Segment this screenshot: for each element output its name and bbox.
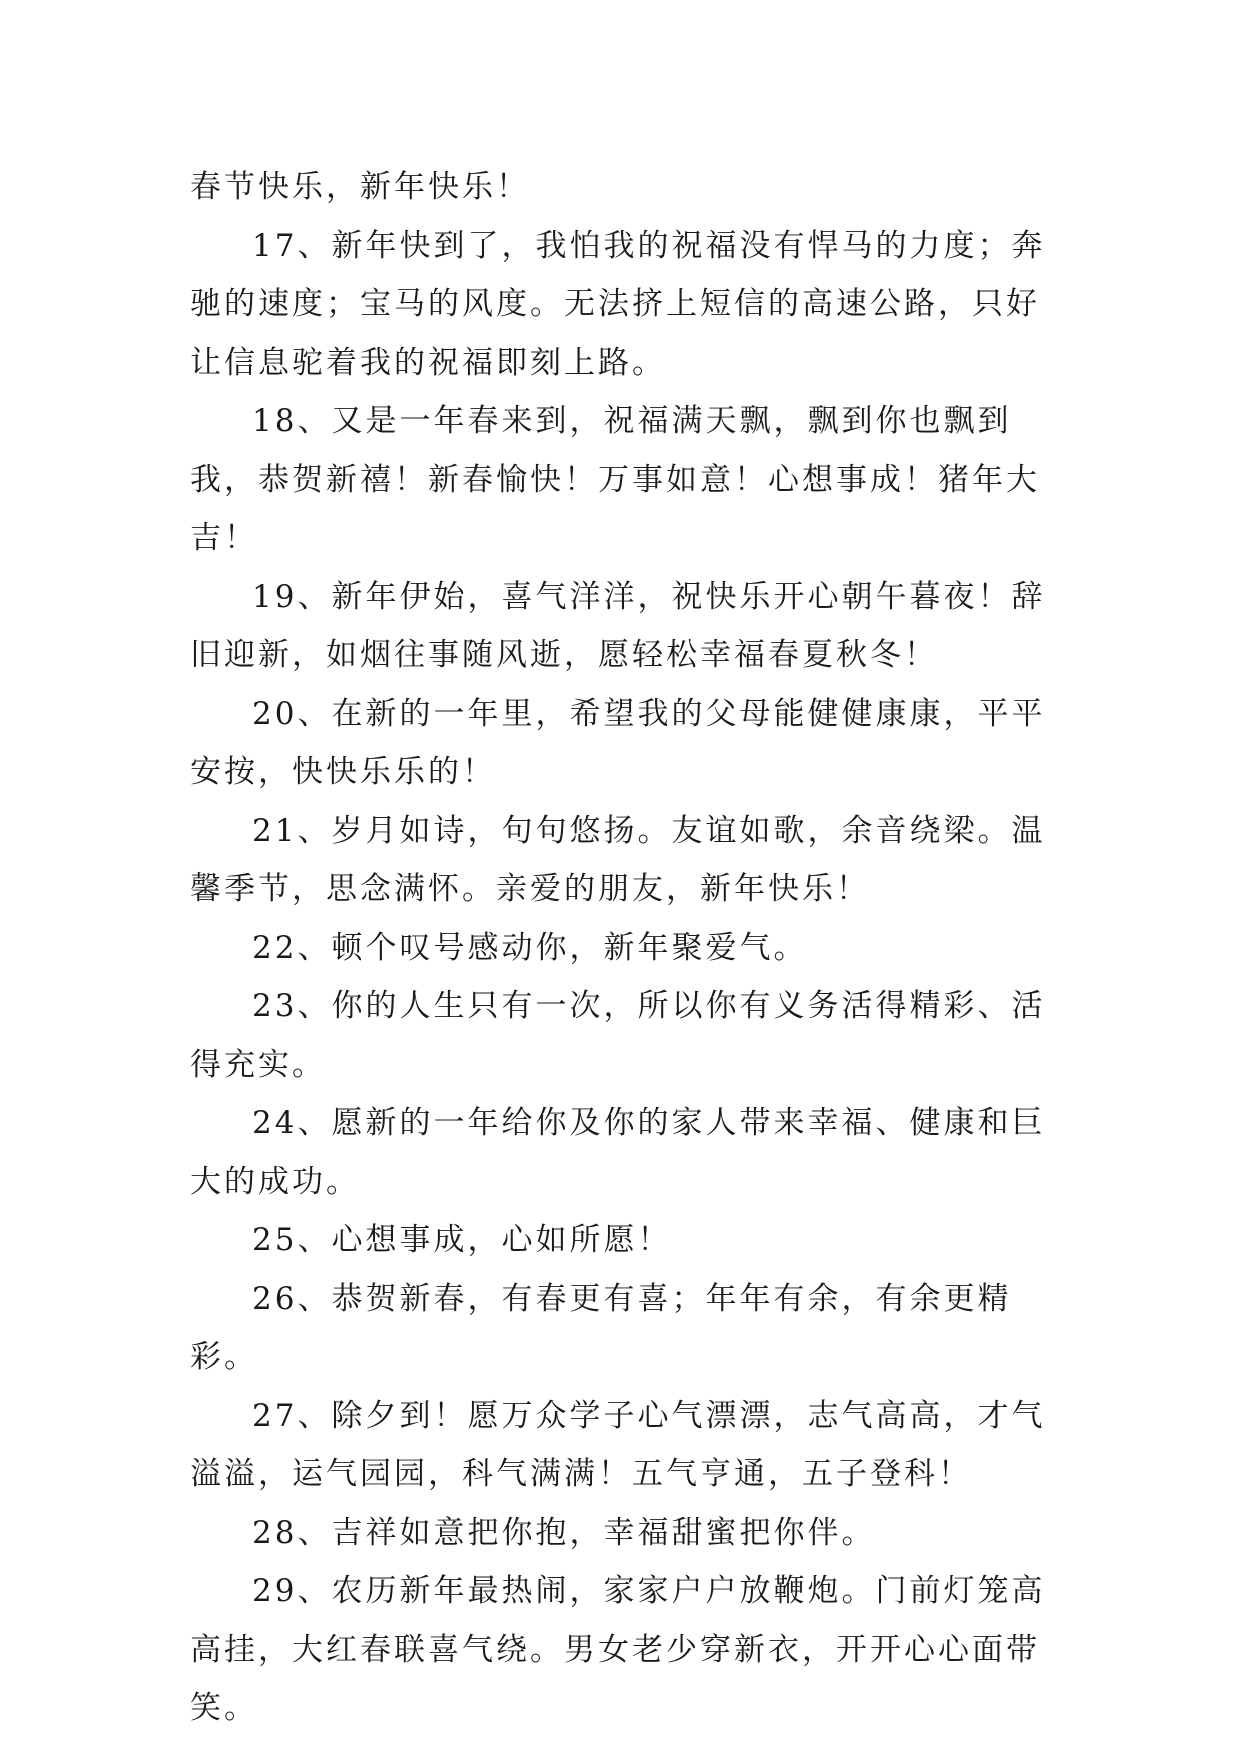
paragraph-27: 27、除夕到！愿万众学子心气漂漂，志气高高，才气溢溢，运气园园，科气满满！五气亨通，五子登科！ [190, 1397, 1046, 1492]
paragraph-26: 26、恭贺新春，有春更有喜；年年有余，有余更精彩。 [190, 1280, 1012, 1375]
paragraph-28: 28、吉祥如意把你抱，幸福甜蜜把你伴。 [252, 1514, 876, 1551]
document-body [190, 158, 1060, 1738]
paragraph-21: 21、岁月如诗，句句悠扬。友谊如歌，余音绕梁。温馨季节，思念满怀。亲爱的朋友，新年快乐！ [190, 812, 1046, 907]
paragraph-19: 19、新年伊始，喜气洋洋，祝快乐开心朝午暮夜！辞旧迎新，如烟往事随风逝，愿轻松幸福春夏秋冬！ [190, 578, 1046, 673]
paragraph-18: 18、又是一年春来到，祝福满天飘，飘到你也飘到我，恭贺新禧！新春愉快！万事如意！心想事成！猪年大吉！ [190, 403, 1040, 556]
paragraph-17: 17、新年快到了，我怕我的祝福没有悍马的力度；奔驰的速度；宝马的风度。无法挤上短信的高速公路，只好让信息驼着我的祝福即刻上路。 [190, 227, 1046, 381]
paragraph-22: 22、顿个叹号感动你，新年聚爱气。 [252, 929, 808, 966]
paragraph-20: 20、在新的一年里，希望我的父母能健健康康，平平安按，快快乐乐的！ [190, 695, 1046, 790]
paragraph-24: 24、愿新的一年给你及你的家人带来幸福、健康和巨大的成功。 [190, 1105, 1046, 1200]
paragraph-continuation: 春节快乐，新年快乐！ [190, 169, 530, 205]
paragraph-25: 25、心想事成，心如所愿！ [252, 1222, 672, 1258]
paragraph-23: 23、你的人生只有一次，所以你有义务活得精彩、活得充实。 [190, 988, 1046, 1083]
paragraph-29: 29、农历新年最热闹，家家户户放鞭炮。门前灯笼高高挂，大红春联喜气绕。男女老少穿新衣，开开心心面带笑。 [190, 1573, 1046, 1726]
